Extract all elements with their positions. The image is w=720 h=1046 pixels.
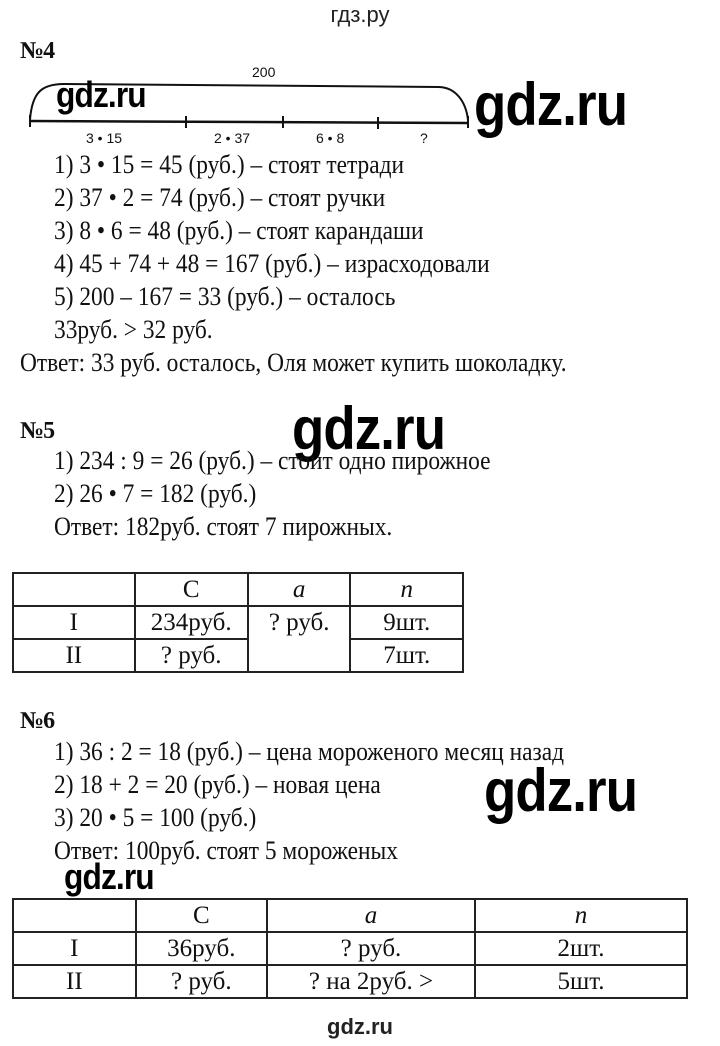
table-cell: C [136, 899, 267, 932]
solution-step: 4) 45 + 74 + 48 = 167 (руб.) – израсходовали [54, 249, 490, 278]
solution-step: 3) 20 • 5 = 100 (руб.) [54, 803, 257, 832]
answer-line: Ответ: 182руб. стоят 7 пирожных. [54, 512, 393, 541]
table-row [13, 639, 463, 672]
table-cell: ? руб. [136, 965, 267, 998]
watermark: gdz.ru [56, 74, 146, 115]
task-6-number: №6 [20, 708, 55, 734]
task-5-number: №5 [20, 418, 55, 444]
solution-step: 1) 3 • 15 = 45 (руб.) – стоят тетради [54, 150, 405, 179]
diagram-segment-label: 6 • 8 [316, 130, 345, 146]
table-cell [13, 899, 136, 932]
diagram-segment-label: ? [420, 130, 428, 146]
table-cell: 9шт. [350, 606, 463, 639]
watermark: gdz.ru [484, 757, 638, 824]
table-cell: II [13, 639, 135, 672]
table-cell: C [135, 573, 248, 606]
task-5-table [12, 572, 464, 673]
answer-line: Ответ: 33 руб. осталось, Оля может купить шоколадку. [20, 348, 567, 377]
table-cell: ? руб. [267, 932, 475, 965]
table-cell: 234руб. [135, 606, 248, 639]
solution-step: 2) 18 + 2 = 20 (руб.) – новая цена [54, 770, 381, 799]
table-header-row [13, 899, 687, 932]
solution-step: 5) 200 – 167 = 33 (руб.) – осталось [54, 282, 396, 311]
site-header: гдз.ру [330, 2, 390, 27]
task-4-number: №4 [20, 38, 55, 64]
table-cell: 2шт. [475, 932, 687, 965]
diagram-total-label: 200 [252, 64, 276, 80]
table-cell: a [267, 899, 475, 932]
task-6-table [12, 898, 688, 999]
table-cell: 36руб. [136, 932, 267, 965]
comparison-line: 33руб. > 32 руб. [54, 315, 213, 344]
watermark: gdz.ru [64, 856, 154, 897]
table-cell: a [248, 573, 351, 606]
watermark: gdz.ru [474, 71, 628, 138]
answer-line: Ответ: 100руб. стоят 5 мороженых [54, 836, 398, 865]
table-row [13, 932, 687, 965]
table-cell: I [13, 932, 136, 965]
watermark: gdz.ru [292, 395, 446, 462]
table-cell: II [13, 965, 136, 998]
solution-step: 1) 36 : 2 = 18 (руб.) – цена мороженого месяц назад [54, 737, 565, 766]
diagram-segment-label: 3 • 15 [86, 130, 123, 146]
table-cell [13, 573, 135, 606]
table-cell: ? руб. [135, 639, 248, 672]
table-row [13, 606, 463, 639]
solution-step: 3) 8 • 6 = 48 (руб.) – стоят карандаши [54, 216, 424, 245]
table-cell: n [475, 899, 687, 932]
site-footer: gdz.ru [327, 1014, 393, 1039]
solution-step: 1) 234 : 9 = 26 (руб.) – стоит одно пирожное [54, 446, 491, 475]
table-row [13, 965, 687, 998]
table-cell: ? на 2руб. > [267, 965, 475, 998]
table-cell: ? руб. [248, 606, 351, 672]
table-cell: I [13, 606, 135, 639]
diagram-segment-label: 2 • 37 [214, 130, 251, 146]
table-header-row [13, 573, 463, 606]
solution-step: 2) 37 • 2 = 74 (руб.) – стоят ручки [54, 183, 386, 212]
table-cell: n [350, 573, 463, 606]
solution-step: 2) 26 • 7 = 182 (руб.) [54, 479, 257, 508]
table-cell: 5шт. [475, 965, 687, 998]
table-cell: 7шт. [350, 639, 463, 672]
